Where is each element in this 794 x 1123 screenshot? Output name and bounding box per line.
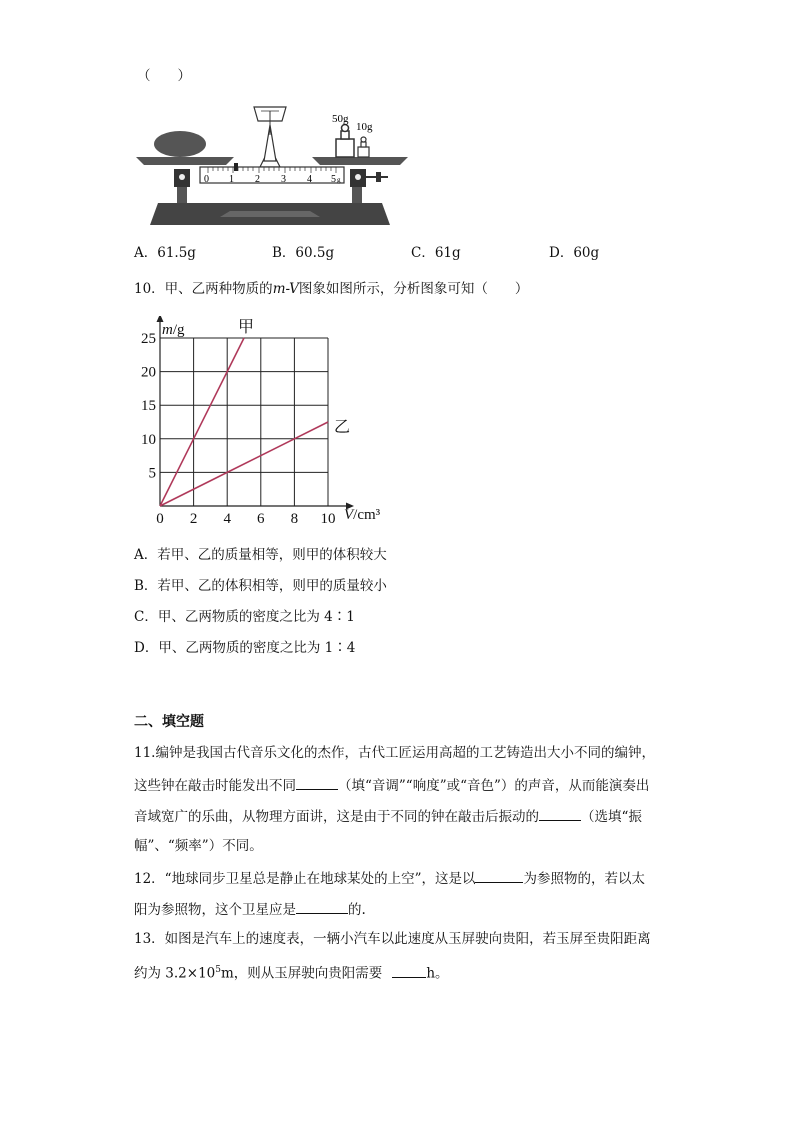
q13-blank[interactable] — [392, 963, 426, 978]
q10-option-c: C．甲、乙两物质的密度之比为 4∶1 — [134, 609, 355, 625]
svg-text:0: 0 — [204, 174, 209, 185]
x-tick-label: 0 — [156, 511, 164, 527]
q12-blank-1[interactable] — [475, 868, 523, 883]
q11-line2: 这些钟在敲击时能发出不同 （填“音调”“响度”或“音色”）的声音，从而能演奏出 — [134, 775, 649, 795]
q9-option-a: A．61.5g — [134, 245, 196, 261]
q9-option-b: B．60.5g — [272, 245, 335, 261]
q10-stem: 10．甲、乙两种物质的m-V图象如图所示，分析图象可知（ ） — [134, 281, 529, 297]
y-tick-label: 5 — [148, 465, 156, 482]
series-line-yi — [160, 422, 328, 506]
q12-line1: 12．“地球同步卫星总是静止在地球某处的上空”，这是以 为参照物的，若以太 — [134, 868, 645, 888]
object-on-pan — [154, 131, 206, 157]
x-axis-label: V/cm³ — [344, 507, 381, 523]
y-tick-label: 15 — [141, 398, 156, 415]
q10-option-b: B．若甲、乙的体积相等，则甲的质量较小 — [134, 578, 387, 594]
beam-scale — [200, 167, 344, 183]
q11-line1: 11.编钟是我国古代音乐文化的杰作，古代工匠运用高超的工艺铸造出大小不同的编钟， — [134, 745, 655, 761]
svg-text:1: 1 — [229, 174, 234, 185]
left-pan — [136, 157, 234, 165]
series-label-jia: 甲 — [238, 317, 255, 336]
q9-option-c: C．61g — [411, 245, 461, 261]
series-line-jia — [160, 338, 244, 506]
svg-text:5: 5 — [331, 174, 336, 185]
weight-50g — [336, 139, 354, 157]
svg-text:g: g — [337, 176, 341, 184]
q11-line3: 音域宽广的乐曲，从物理方面讲，这是由于不同的钟在敲击后振动的 （选填“振 — [134, 806, 642, 826]
q9-answer-paren: （ ） — [137, 68, 191, 84]
x-tick-label: 4 — [223, 511, 231, 527]
svg-text:2: 2 — [255, 174, 260, 185]
x-tick-label: 6 — [257, 511, 265, 527]
y-tick-label: 10 — [141, 431, 156, 448]
q11-blank-2[interactable] — [539, 806, 581, 821]
q11-blank-1[interactable] — [296, 775, 338, 790]
series-label-yi: 乙 — [334, 417, 351, 436]
weight-50g-label: 50g — [332, 113, 349, 125]
section-title-fill-in: 二、填空题 — [134, 714, 204, 730]
q13-line2: 约为 $3.2\times 10^5m$，则从玉屏驶向贵阳需要 h。 — [134, 961, 449, 983]
x-tick-label: 10 — [320, 511, 336, 527]
q10-option-a: A．若甲、乙的质量相等，则甲的体积较大 — [134, 547, 387, 563]
q13-line1: 13．如图是汽车上的速度表，一辆小汽车以此速度从玉屏驶向贵阳，若玉屏至贵阳距离 — [134, 931, 651, 947]
weight-10g — [358, 147, 369, 157]
right-pan — [312, 157, 408, 165]
y-tick-label: 25 — [141, 331, 156, 347]
q11-line4: 幅”、“频率”）不同。 — [134, 838, 263, 854]
q12-line2: 阳为参照物，这个卫星应是 的. — [134, 899, 366, 919]
q9-option-d: D．60g — [549, 245, 600, 261]
weight-10g-label: 10g — [356, 121, 373, 133]
q12-blank-2[interactable] — [296, 899, 348, 914]
x-tick-label: 2 — [189, 511, 198, 527]
balance-figure — [130, 95, 420, 235]
svg-text:4: 4 — [307, 174, 312, 185]
x-tick-label: 8 — [290, 511, 299, 527]
y-tick-label: 20 — [141, 364, 156, 381]
q10-option-d: D．甲、乙两物质的密度之比为 1∶4 — [134, 640, 356, 656]
svg-text:3: 3 — [281, 174, 286, 185]
mv-chart — [126, 316, 406, 530]
y-axis-label: m/g — [162, 322, 185, 338]
